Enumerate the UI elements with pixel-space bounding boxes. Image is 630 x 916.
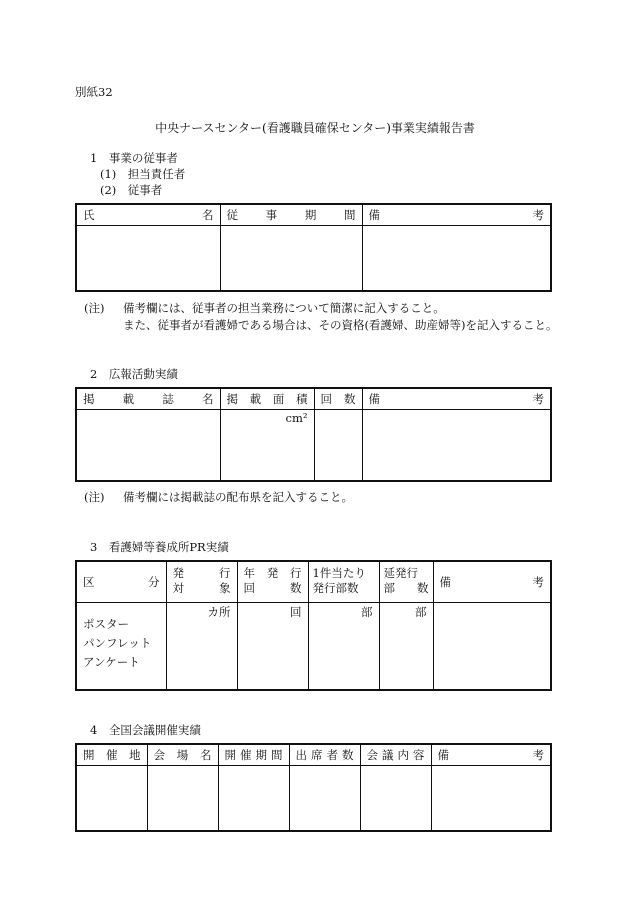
pr-table bbox=[75, 560, 552, 691]
header-annual: 年 発 行 回 数 bbox=[237, 561, 308, 603]
period-cell[interactable] bbox=[218, 766, 289, 832]
annual-cell[interactable] bbox=[237, 603, 308, 691]
section1-note-line2: また、従事者が看護婦である場合は、その資格(看護婦、助産婦等)を記入すること。 bbox=[123, 318, 558, 332]
remarks-cell[interactable] bbox=[362, 226, 551, 292]
name-cell[interactable] bbox=[76, 226, 220, 292]
document-title: 中央ナースセンター(看護職員確保センター)事業実績報告書 bbox=[155, 121, 475, 135]
remarks-cell[interactable] bbox=[362, 410, 551, 482]
total-unit: 部 bbox=[415, 605, 427, 619]
header-name: 氏 名 bbox=[76, 204, 220, 226]
total-cell[interactable] bbox=[379, 603, 433, 691]
list-item: アンケート bbox=[83, 655, 140, 669]
target-unit: カ所 bbox=[207, 605, 231, 619]
section1-note-label: (注) bbox=[84, 301, 105, 315]
magazine-cell[interactable] bbox=[76, 410, 220, 482]
header-hall: 会 場 名 bbox=[147, 744, 218, 766]
section1-note-line1: 備考欄には、従事者の担当業務について簡潔に記入すること。 bbox=[123, 301, 445, 315]
period-cell[interactable] bbox=[220, 226, 362, 292]
content-cell[interactable] bbox=[360, 766, 431, 832]
hall-cell[interactable] bbox=[147, 766, 218, 832]
staff-table bbox=[75, 203, 552, 292]
header-count: 回 数 bbox=[314, 388, 362, 410]
area-cell[interactable] bbox=[220, 410, 314, 482]
section1-sub2: (2) 従事者 bbox=[100, 183, 163, 197]
header-target: 発 行 対 象 bbox=[166, 561, 237, 603]
section1-heading: 1 事業の従事者 bbox=[90, 151, 178, 165]
header-content: 会 議 内 容 bbox=[360, 744, 431, 766]
count-cell[interactable] bbox=[314, 410, 362, 482]
remarks-cell[interactable] bbox=[433, 603, 551, 691]
attendees-cell[interactable] bbox=[289, 766, 360, 832]
section1-sub1: (1) 担当責任者 bbox=[100, 167, 186, 181]
per-issue-unit: 部 bbox=[361, 605, 373, 619]
header-area: 掲 載 面 積 bbox=[220, 388, 314, 410]
attachment-number: 別紙32 bbox=[75, 85, 113, 99]
header-attendees: 出 席 者 数 bbox=[289, 744, 360, 766]
remarks-cell[interactable] bbox=[431, 766, 551, 832]
list-item: ポスター bbox=[83, 617, 129, 631]
category-cell bbox=[76, 603, 166, 691]
header-venue: 開 催 地 bbox=[76, 744, 147, 766]
section2-heading: 2 広報活動実績 bbox=[90, 367, 178, 381]
conference-table bbox=[75, 743, 552, 832]
header-total: 延発行 部 数 bbox=[379, 561, 433, 603]
publicity-table bbox=[75, 387, 552, 482]
list-item: パンフレット bbox=[83, 636, 152, 650]
section2-note-label: (注) bbox=[84, 490, 105, 504]
header-period: 開 催 期 間 bbox=[218, 744, 289, 766]
section3-heading: 3 看護婦等養成所PR実績 bbox=[90, 540, 229, 554]
header-remarks: 備 考 bbox=[433, 561, 551, 603]
header-remarks: 備 考 bbox=[362, 204, 551, 226]
section2-note-line1: 備考欄には掲載誌の配布県を記入すること。 bbox=[123, 490, 353, 504]
header-remarks: 備 考 bbox=[431, 744, 551, 766]
header-category: 区 分 bbox=[76, 561, 166, 603]
section4-heading: 4 全国会議開催実績 bbox=[90, 723, 201, 737]
header-per-issue: 1件当たり 発行部数 bbox=[308, 561, 379, 603]
per-issue-cell[interactable] bbox=[308, 603, 379, 691]
venue-cell[interactable] bbox=[76, 766, 147, 832]
header-period: 従 事 期 間 bbox=[220, 204, 362, 226]
header-remarks: 備 考 bbox=[362, 388, 551, 410]
annual-unit: 回 bbox=[290, 605, 302, 619]
area-unit: cm² bbox=[285, 411, 308, 425]
header-magazine: 掲 載 誌 名 bbox=[76, 388, 220, 410]
target-cell[interactable] bbox=[166, 603, 237, 691]
